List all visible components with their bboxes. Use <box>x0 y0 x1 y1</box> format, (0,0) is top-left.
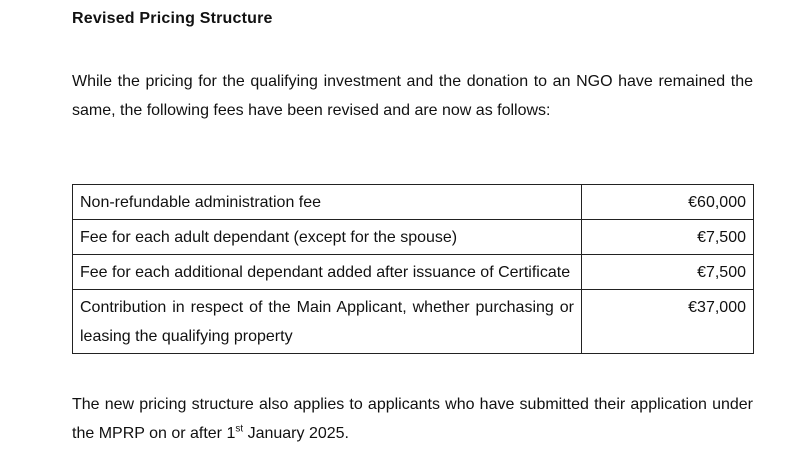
fees-table <box>72 184 754 354</box>
section-heading: Revised Pricing Structure <box>72 10 273 27</box>
table-row <box>73 255 754 290</box>
fee-amount: €60,000 <box>582 185 754 220</box>
fee-amount: €7,500 <box>582 255 754 290</box>
ordinal-suffix: st <box>235 423 244 435</box>
fee-description: Fee for each additional dependant added after issuance of Certificate <box>73 255 582 290</box>
table-row <box>73 185 754 220</box>
fee-description: Contribution in respect of the Main Applicant, whether purchasing or leasing the qualifying property <box>73 290 582 354</box>
outro-paragraph <box>72 390 753 448</box>
fee-description: Non-refundable administration fee <box>73 185 582 220</box>
intro-paragraph: While the pricing for the qualifying investment and the donation to an NGO have remained the same, the following fees have been revised and are now as follows: <box>72 73 753 119</box>
fee-description: Fee for each adult dependant (except for the spouse) <box>73 220 582 255</box>
table-row <box>73 220 754 255</box>
outro-text: The new pricing structure also applies to applicants who have submitted their application under the MPRP on or after 1 <box>72 396 753 442</box>
fee-amount: €7,500 <box>582 220 754 255</box>
table-row <box>73 290 754 354</box>
outro-date-text: January 2025. <box>243 425 349 442</box>
fee-amount: €37,000 <box>582 290 754 354</box>
